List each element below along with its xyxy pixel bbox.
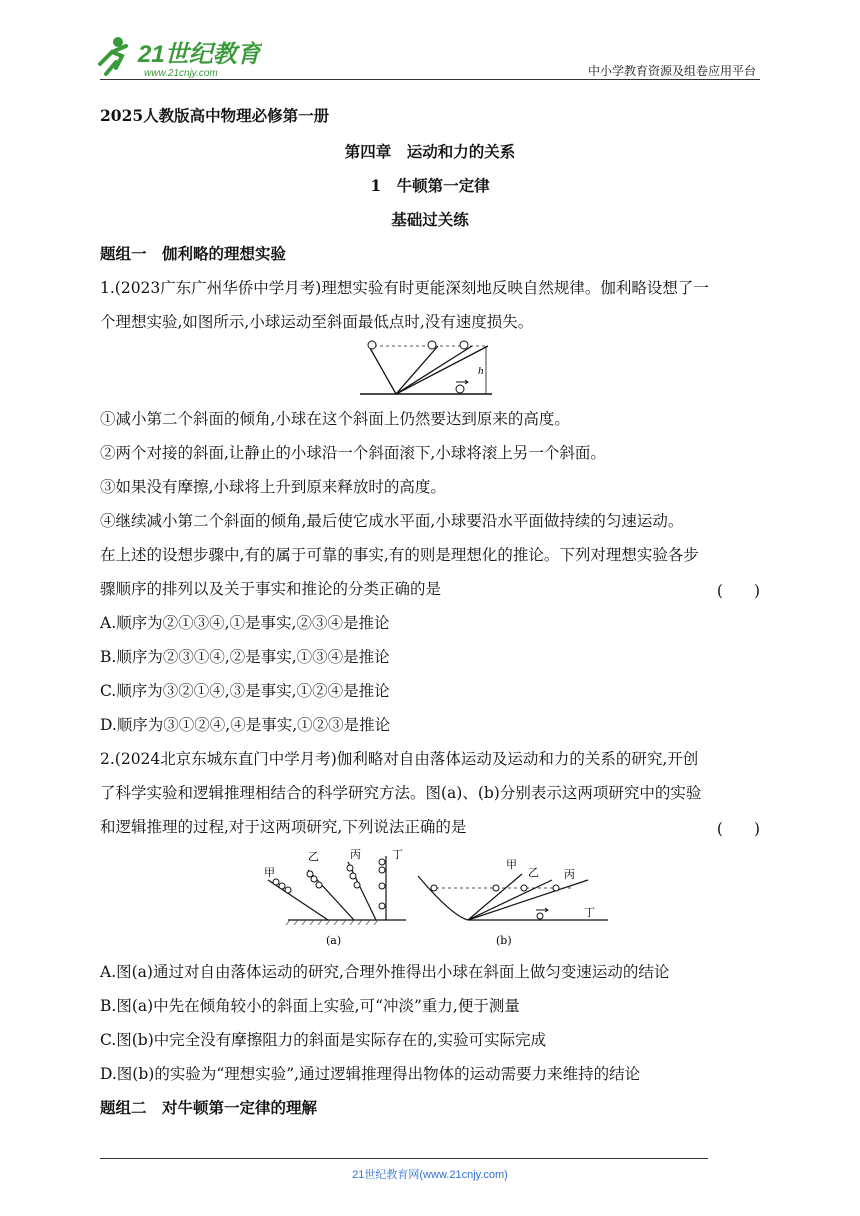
fig-b-label-ding: 丁 [584, 906, 595, 919]
q1-stem-line1: 1.(2023广东广州华侨中学月考)理想实验有时更能深刻地反映自然规律。伽利略设想了一 [100, 279, 709, 297]
q2-answer-blank: ( ) [716, 820, 760, 838]
q1-figure [360, 338, 500, 400]
fig-b-caption: (b) [496, 934, 512, 947]
book-title: 2025人教版高中物理必修第一册 [100, 106, 330, 125]
runner-icon [100, 37, 126, 74]
fig-b-label-yi: 乙 [528, 866, 539, 879]
q2-option-c: C.图(b)中完全没有摩擦阻力的斜面是实际存在的,实验可实际完成 [100, 1031, 547, 1049]
q1-option-a: A.顺序为②①③④,①是事实,②③④是推论 [100, 614, 390, 632]
logo-url: www.21cnjy.com [144, 68, 218, 79]
q1-ask-line1: 在上述的设想步骤中,有的属于可靠的事实,有的则是理想化的推论。下列对理想实验各步 [100, 546, 699, 564]
section-title: 1 牛顿第一定律 [370, 176, 490, 195]
q2-stem-line2: 了科学实验和逻辑推理相结合的科学研究方法。图(a)、(b)分别表示这两项研究中的实验 [100, 784, 702, 802]
fig-b-label-jia: 甲 [506, 858, 517, 871]
logo-text: 21世纪教育 [138, 41, 261, 68]
q1-option-c: C.顺序为③②①④,③是事实,①②④是推论 [100, 682, 390, 700]
group2-title: 题组二 对牛顿第一定律的理解 [100, 1098, 318, 1117]
fig-a-label-ding: 丁 [392, 848, 403, 861]
platform-text: 中小学教育资源及组卷应用平台 [587, 64, 756, 78]
fig-a-label-yi: 乙 [308, 850, 319, 863]
q1-step-4: ④继续减小第二个斜面的倾角,最后使它成水平面,小球要沿水平面做持续的匀速运动。 [100, 512, 684, 530]
q1-step-3: ③如果没有摩擦,小球将上升到原来释放时的高度。 [100, 478, 446, 496]
q2-figure-b [412, 852, 612, 950]
fig-a-label-bing: 丙 [350, 848, 361, 861]
q2-figure-a [258, 846, 408, 950]
chapter-title: 第四章 运动和力的关系 [344, 142, 516, 161]
fig-b-label-bing: 丙 [564, 868, 575, 881]
q1-stem-line2: 个理想实验,如图所示,小球运动至斜面最低点时,没有速度损失。 [100, 313, 534, 331]
q2-stem-line3: 和逻辑推理的过程,对于这两项研究,下列说法正确的是 [100, 818, 467, 836]
q2-option-a: A.图(a)通过对自由落体运动的研究,合理外推得出小球在斜面上做匀变速运动的结论 [100, 963, 670, 981]
q2-stem-line1: 2.(2024北京东城东直门中学月考)伽利略对自由落体运动及运动和力的关系的研究,开创 [100, 750, 699, 768]
group1-title: 题组一 伽利略的理想实验 [100, 244, 287, 263]
q1-answer-blank: ( ) [716, 582, 760, 600]
q2-option-b: B.图(a)中先在倾角较小的斜面上实验,可“冲淡”重力,便于测量 [100, 997, 520, 1015]
fig-a-label-jia: 甲 [264, 866, 275, 879]
footer-rule [100, 1158, 708, 1159]
footer-link[interactable]: 21世纪教育网(www.21cnjy.com) [352, 1169, 508, 1181]
subtitle: 基础过关练 [391, 210, 469, 229]
fig-a-caption: (a) [326, 934, 342, 947]
header-rule [100, 79, 760, 80]
q2-option-d: D.图(b)的实验为“理想实验”,通过逻辑推理得出物体的运动需要力来维持的结论 [100, 1065, 641, 1083]
q1-ask-line2: 骤顺序的排列以及关于事实和推论的分类正确的是 [100, 580, 442, 598]
q1-step-2: ②两个对接的斜面,让静止的小球沿一个斜面滚下,小球将滚上另一个斜面。 [100, 444, 606, 462]
q1-option-d: D.顺序为③①②④,④是事实,①②③是推论 [100, 716, 391, 734]
q1-step-1: ①减小第二个斜面的倾角,小球在这个斜面上仍然要达到原来的高度。 [100, 410, 570, 428]
q1-fig-h: h [478, 365, 484, 377]
logo [92, 34, 262, 82]
q1-option-b: B.顺序为②③①④,②是事实,①③④是推论 [100, 648, 390, 666]
